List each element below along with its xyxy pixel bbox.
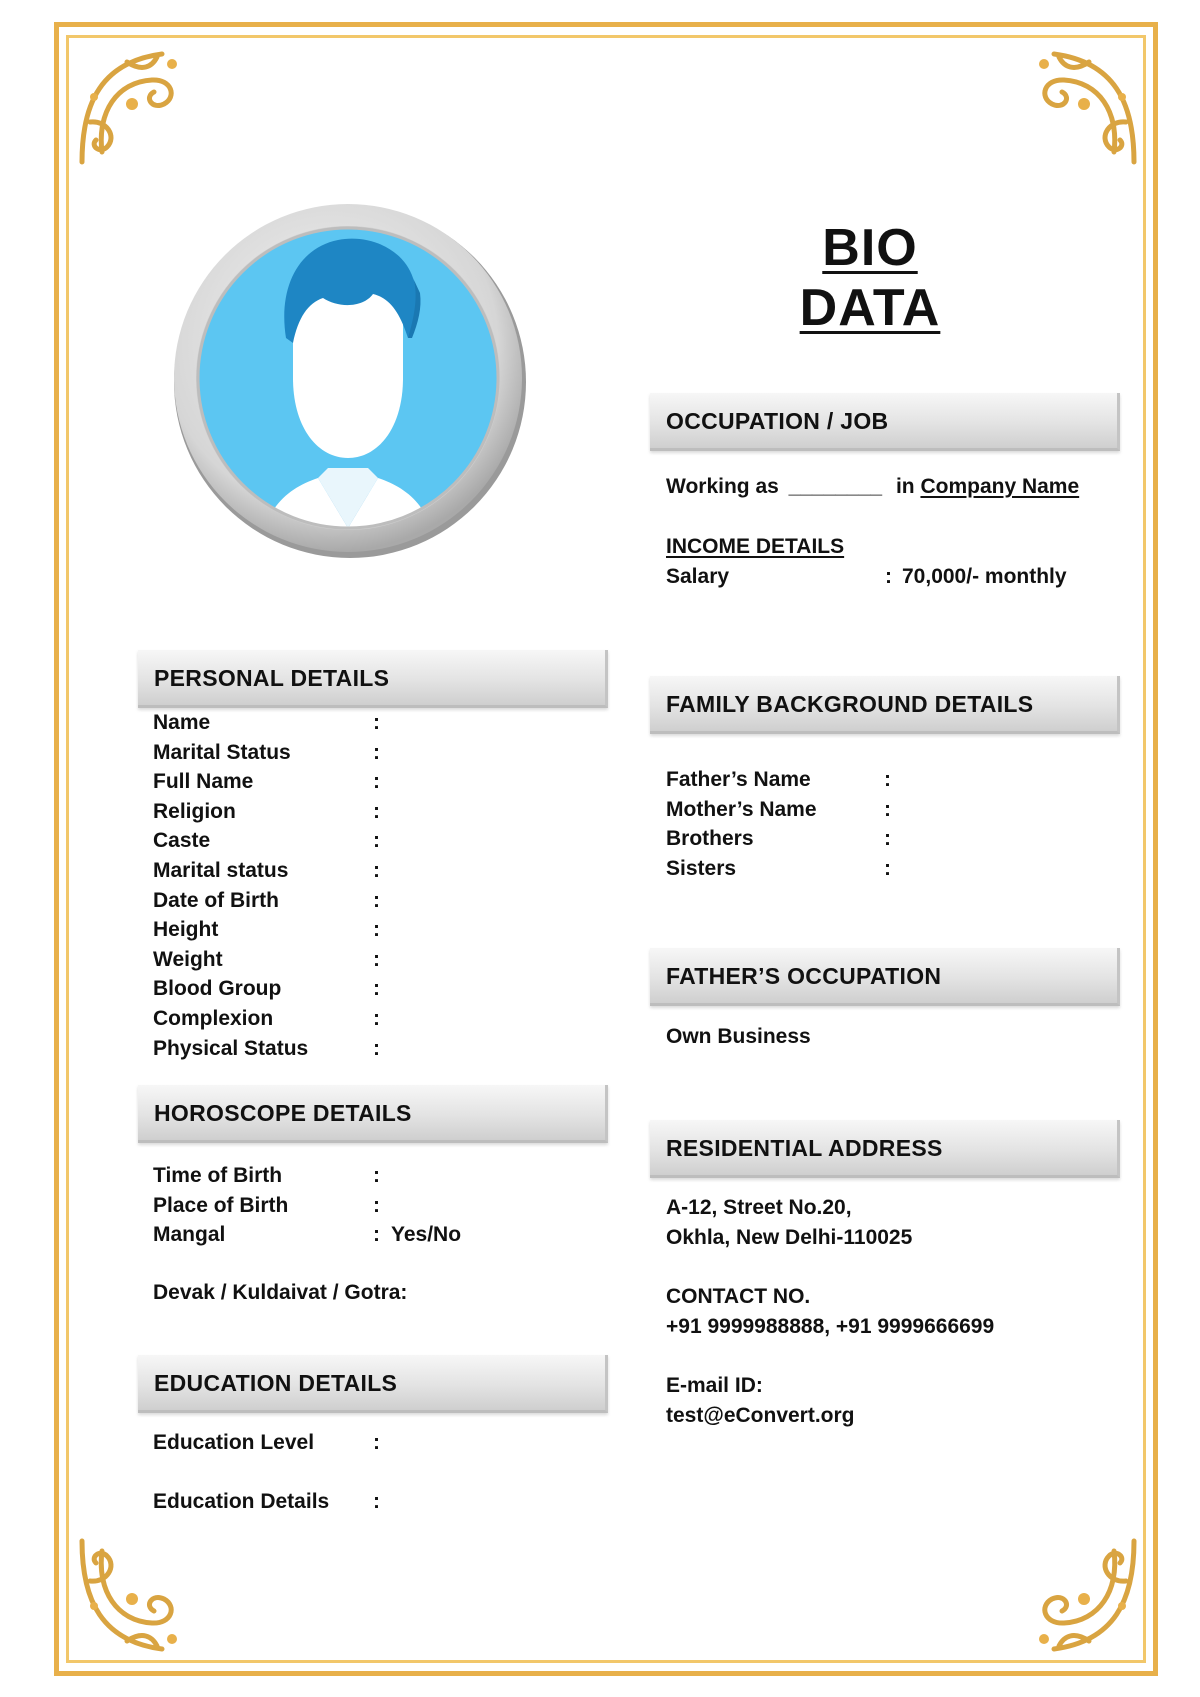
horoscope-row <box>153 1223 573 1253</box>
personal-row <box>153 859 573 889</box>
page-title: BIO DATA <box>799 219 941 337</box>
field-colon: : <box>373 1036 380 1060</box>
email-value[interactable]: test@eConvert.org <box>666 1404 855 1427</box>
field-colon: : <box>373 770 380 794</box>
field-colon: : <box>884 827 891 851</box>
income-details-heading: INCOME DETAILS <box>666 535 845 558</box>
residential-address-heading: RESIDENTIAL ADDRESS <box>650 1120 1120 1178</box>
field-label: Weight <box>153 947 223 971</box>
in-label: in <box>895 475 915 498</box>
education-details-colon: : <box>373 1490 380 1513</box>
education-level-label: Education Level <box>153 1431 315 1454</box>
personal-row <box>153 948 573 978</box>
horoscope-row <box>153 1164 573 1194</box>
family-row <box>666 798 1086 828</box>
personal-row <box>153 829 573 859</box>
email-label: E-mail ID: <box>666 1374 763 1397</box>
field-colon: : <box>373 977 380 1001</box>
contact-label: CONTACT NO. <box>666 1285 811 1308</box>
education-details-heading: EDUCATION DETAILS <box>138 1355 608 1413</box>
field-label: Name <box>153 711 211 734</box>
corner-ornament-icon <box>72 1531 202 1661</box>
field-colon: : <box>373 918 380 942</box>
field-label: Blood Group <box>153 977 282 1001</box>
field-label: Brothers <box>666 827 754 851</box>
contact-value[interactable]: +91 9999988888, +91 9999666699 <box>666 1315 995 1338</box>
personal-row <box>153 889 573 919</box>
field-label: Time of Birth <box>153 1164 283 1187</box>
working-as-line <box>666 475 1079 499</box>
corner-ornament-icon <box>1014 42 1144 172</box>
horoscope-row <box>153 1194 573 1224</box>
corner-ornament-icon <box>1014 1531 1144 1661</box>
field-colon: : <box>373 711 380 734</box>
field-label: Caste <box>153 829 211 853</box>
family-row <box>666 857 1086 887</box>
personal-details-heading: PERSONAL DETAILS <box>138 650 608 708</box>
field-colon: : <box>373 947 380 971</box>
fathers-occupation-heading: FATHER’S OCCUPATION <box>650 948 1120 1006</box>
field-colon: : <box>373 829 380 853</box>
address-line-2: Okhla, New Delhi-110025 <box>666 1226 913 1249</box>
occupation-heading: OCCUPATION / JOB <box>650 393 1120 451</box>
salary-label: Salary <box>666 565 730 588</box>
field-label: Complexion <box>153 1006 274 1030</box>
personal-row <box>153 1007 573 1037</box>
personal-row <box>153 1037 573 1067</box>
field-colon: : <box>373 1193 380 1217</box>
field-colon: : <box>373 1006 380 1030</box>
field-colon: : <box>373 1223 380 1247</box>
field-label: Marital status <box>153 858 289 882</box>
field-label: Physical Status <box>153 1036 309 1060</box>
field-label: Father’s Name <box>666 768 811 791</box>
personal-row <box>153 800 573 830</box>
family-row <box>666 768 1086 798</box>
profile-avatar-icon[interactable] <box>168 198 528 568</box>
field-colon: : <box>373 740 380 764</box>
salary-colon: : <box>885 565 892 588</box>
field-colon: : <box>884 768 891 791</box>
field-colon: : <box>373 888 380 912</box>
personal-row <box>153 977 573 1007</box>
corner-ornament-icon <box>72 42 202 172</box>
field-label: Marital Status <box>153 740 291 764</box>
field-label: Height <box>153 918 219 942</box>
working-as-label: Working as <box>666 475 779 498</box>
personal-row <box>153 741 573 771</box>
field-label: Mother’s Name <box>666 797 817 821</box>
field-colon: : <box>884 797 891 821</box>
education-level-colon: : <box>373 1431 380 1454</box>
field-colon: : <box>373 799 380 823</box>
field-value: Yes/No <box>391 1223 462 1247</box>
company-name: Company Name <box>920 475 1080 498</box>
field-colon: : <box>884 856 891 880</box>
field-colon: : <box>373 1164 380 1187</box>
fathers-occupation-text: Own Business <box>666 1025 811 1048</box>
personal-details-list <box>153 711 573 1066</box>
family-background-heading: FAMILY BACKGROUND DETAILS <box>650 676 1120 734</box>
personal-row <box>153 918 573 948</box>
horoscope-details-heading: HOROSCOPE DETAILS <box>138 1085 608 1143</box>
field-label: Mangal <box>153 1223 226 1247</box>
field-label: Date of Birth <box>153 888 279 912</box>
field-colon: : <box>373 858 380 882</box>
personal-row <box>153 711 573 741</box>
salary-value: 70,000/- monthly <box>902 565 1067 588</box>
family-row <box>666 827 1086 857</box>
horoscope-details-list <box>153 1164 573 1253</box>
address-line-1: A-12, Street No.20, <box>666 1196 852 1219</box>
field-label: Religion <box>153 799 236 823</box>
education-details-label: Education Details <box>153 1490 330 1513</box>
field-label: Place of Birth <box>153 1193 289 1217</box>
family-details-list <box>666 768 1086 886</box>
gotra-label: Devak / Kuldaivat / Gotra: <box>153 1281 408 1304</box>
personal-row <box>153 770 573 800</box>
field-label: Sisters <box>666 856 737 880</box>
field-label: Full Name <box>153 770 254 794</box>
working-as-blank: ________ <box>788 475 883 498</box>
